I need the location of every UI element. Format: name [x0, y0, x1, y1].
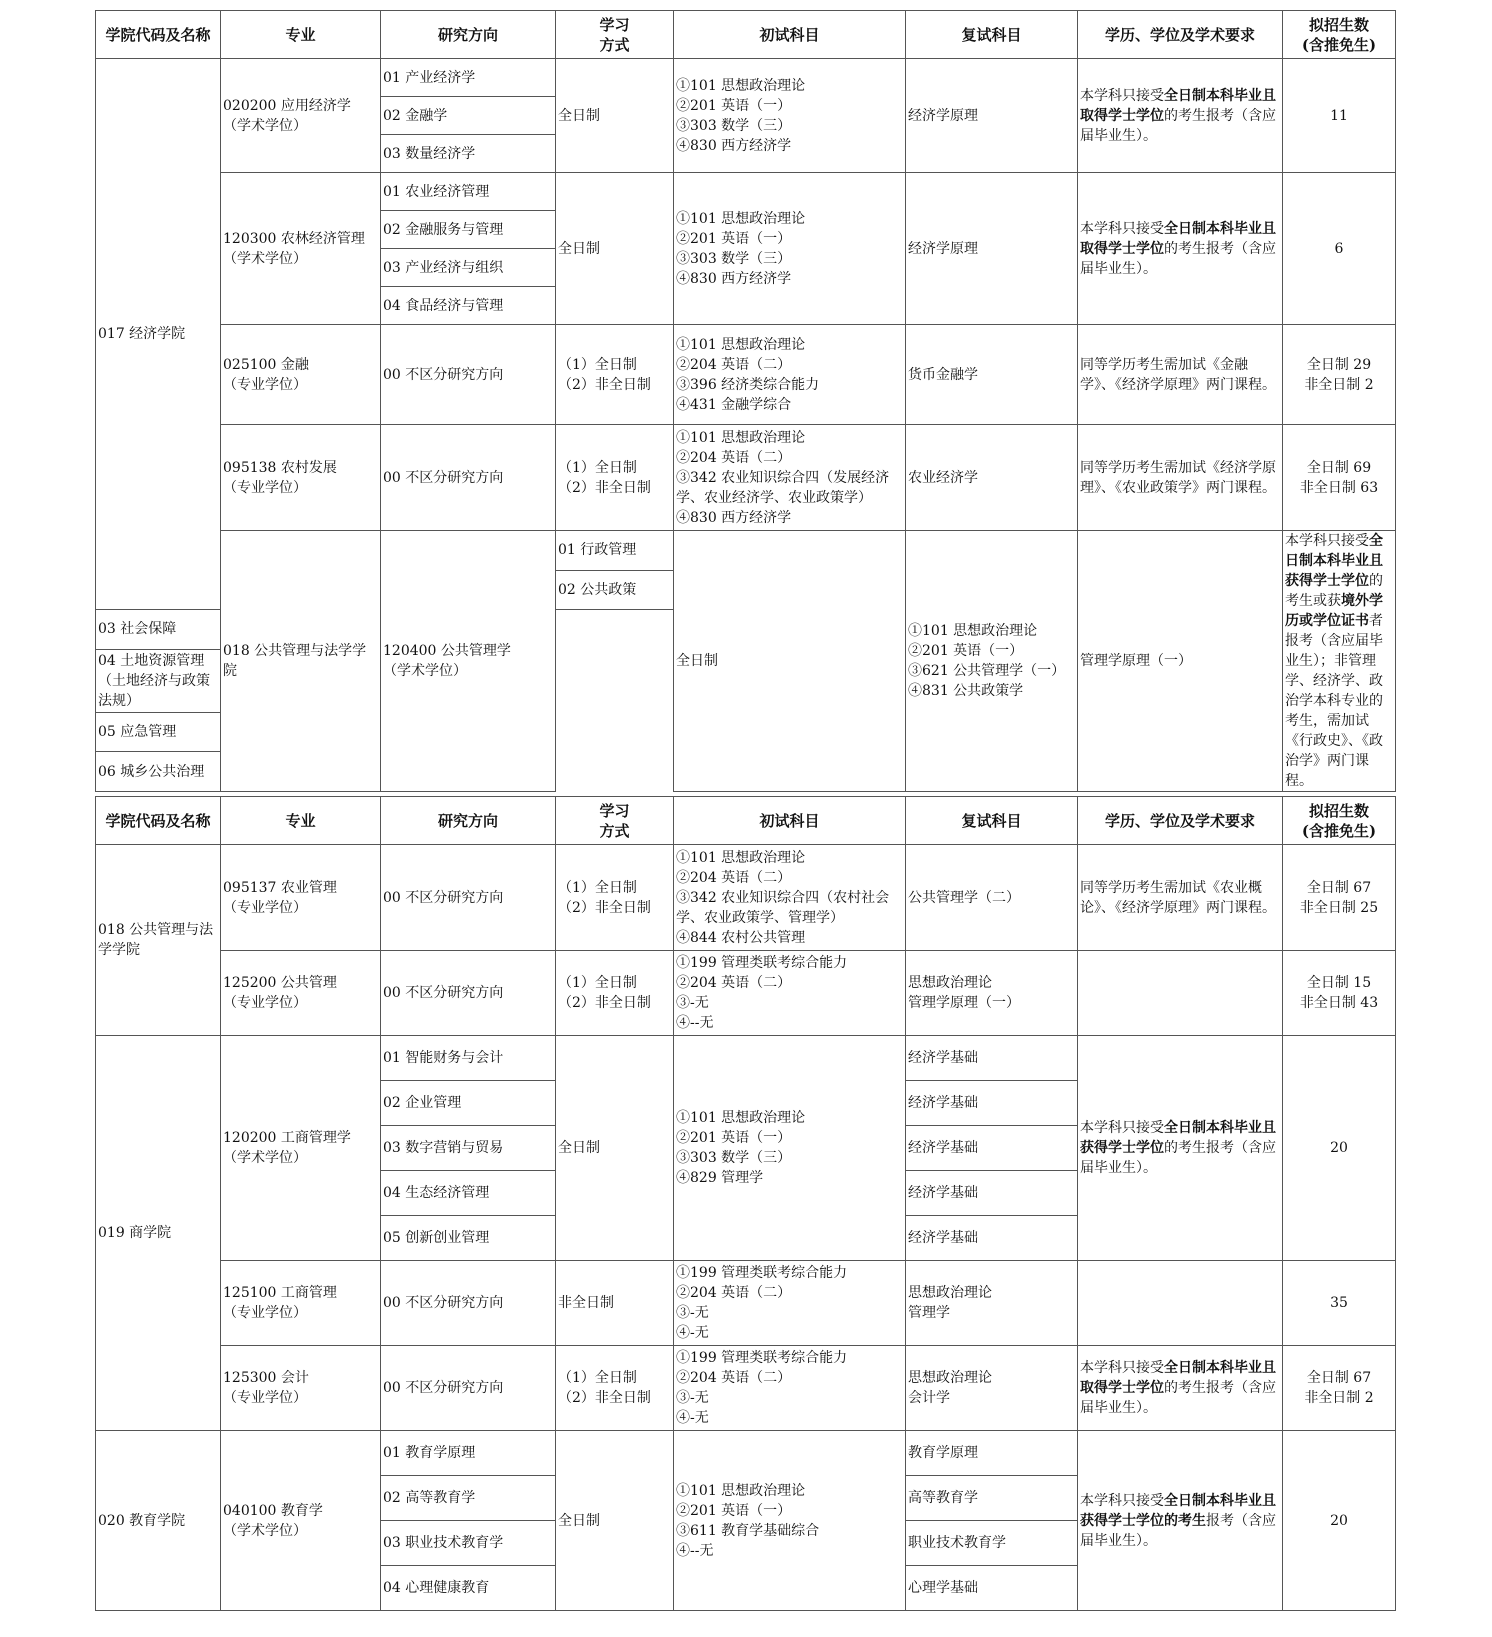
header-major: 专业: [221, 11, 381, 59]
exam1-cell: ①199 管理类联考综合能力 ②204 英语（二） ③-无 ④-无: [674, 1346, 906, 1431]
college-019: 019 商学院: [96, 1036, 221, 1431]
quota-cell: 35: [1283, 1261, 1396, 1346]
college-018: 018 公共管理与法学学院: [96, 845, 221, 1036]
req-text: 本学科只接受: [1080, 87, 1164, 104]
direction-cell: 02 金融学: [381, 97, 556, 135]
quota-cell: 全日制 67 非全日制 25: [1283, 845, 1396, 951]
direction-cell: 02 公共政策: [556, 570, 674, 610]
direction-cell: 03 产业经济与组织: [381, 249, 556, 287]
direction-cell: 04 土地资源管理（土地经济与政策法规）: [96, 649, 221, 712]
exam2-cell: 经济学原理: [906, 59, 1078, 173]
quota-cell: 全日制 67 非全日制 2: [1283, 1346, 1396, 1431]
requirement-cell: 同等学历考生需加试《金融学》、《经济学原理》两门课程。: [1078, 325, 1283, 425]
quota-cell: 20: [1283, 1036, 1396, 1261]
direction-cell: 00 不区分研究方向: [381, 325, 556, 425]
req-bold: 全日制本科毕业且获得学士学位的考生: [1080, 1492, 1276, 1529]
header-mode: 学习 方式: [556, 797, 674, 845]
direction-cell: 03 职业技术教育学: [381, 1521, 556, 1566]
requirement-cell: [1078, 1261, 1283, 1346]
requirement-cell: [1078, 1346, 1283, 1431]
major-cell: 125300 会计 （专业学位）: [221, 1346, 381, 1431]
req-text: 者报考（含应届毕业生）；非管理学、经济学、政治学本科专业的考生，需加试《行政史》、《政治学》两门课程。: [1285, 613, 1383, 789]
exam1-cell: ①101 思想政治理论 ②201 英语（一） ③303 数学（三） ④830 西方经济学: [674, 173, 906, 325]
major-cell: 120200 工商管理学 （学术学位）: [221, 1036, 381, 1261]
exam2-cell: 经济学原理: [906, 173, 1078, 325]
requirement-cell: [1078, 1431, 1283, 1611]
quota-cell: 全日制 15 非全日制 43: [1283, 951, 1396, 1036]
direction-cell: 01 产业经济学: [381, 59, 556, 97]
exam2-cell: 职业技术教育学: [906, 1521, 1078, 1566]
direction-cell: 00 不区分研究方向: [381, 1346, 556, 1431]
mode-cell: （1）全日制 （2）非全日制: [556, 1346, 674, 1431]
table-row: [96, 1261, 1396, 1346]
quota-cell: 11: [1283, 59, 1396, 173]
college-018: 018 公共管理与法学学院: [221, 531, 381, 792]
exam1-cell: ①199 管理类联考综合能力 ②204 英语（二） ③-无 ④--无: [674, 951, 906, 1036]
direction-cell: 01 行政管理: [556, 531, 674, 571]
mode-cell: 全日制: [556, 59, 674, 173]
direction-cell: 00 不区分研究方向: [381, 1261, 556, 1346]
req-bold: 全日制本科毕业且获得学士学位: [1080, 1120, 1276, 1156]
req-text: 本学科只接受: [1080, 1492, 1164, 1509]
exam2-cell: 经济学基础: [906, 1036, 1078, 1081]
quota-cell: 6: [1283, 173, 1396, 325]
direction-cell: 00 不区分研究方向: [381, 951, 556, 1036]
exam1-cell: ①101 思想政治理论 ②201 英语（一） ③621 公共管理学（一） ④831 公共政策学: [906, 531, 1078, 792]
requirement-cell: [1078, 173, 1283, 325]
table-row: [96, 325, 1396, 425]
req-text: 的考生报考（含应届毕业生）。: [1080, 1380, 1276, 1416]
table-row: [96, 59, 1396, 97]
mode-cell: 全日制: [674, 531, 906, 792]
exam2-cell: 经济学基础: [906, 1126, 1078, 1171]
direction-cell: 02 高等教育学: [381, 1476, 556, 1521]
direction-cell: 02 金融服务与管理: [381, 211, 556, 249]
direction-cell: 05 创新创业管理: [381, 1216, 556, 1261]
header-college: 学院代码及名称: [96, 797, 221, 845]
table-row: [96, 1346, 1396, 1431]
major-cell: 020200 应用经济学 （学术学位）: [221, 59, 381, 173]
major-cell: 120400 公共管理学 （学术学位）: [381, 531, 556, 792]
major-cell: 040100 教育学 （学术学位）: [221, 1431, 381, 1611]
admission-table-1: [95, 10, 1396, 792]
exam1-cell: ①101 思想政治理论 ②204 英语（二） ③342 农业知识综合四（发展经济学、农业经济学、农业政策学） ④830 西方经济学: [674, 425, 906, 531]
quota-cell: 20: [1283, 1431, 1396, 1611]
header-requirements: 学历、学位及学术要求: [1078, 11, 1283, 59]
table-row: [96, 1431, 1396, 1476]
header-exam1: 初试科目: [674, 11, 906, 59]
exam2-cell: 思想政治理论 管理学原理（一）: [906, 951, 1078, 1036]
table-row: [96, 951, 1396, 1036]
requirement-cell: [1078, 951, 1283, 1036]
requirement-cell: [1078, 59, 1283, 173]
direction-cell: 00 不区分研究方向: [381, 425, 556, 531]
mode-cell: （1）全日制 （2）非全日制: [556, 325, 674, 425]
exam2-cell: 心理学基础: [906, 1566, 1078, 1611]
req-text: 本学科只接受: [1080, 220, 1164, 237]
header-requirements: 学历、学位及学术要求: [1078, 797, 1283, 845]
direction-cell: 03 数字营销与贸易: [381, 1126, 556, 1171]
direction-cell: 06 城乡公共治理: [96, 752, 221, 792]
college-017: 017 经济学院: [96, 59, 221, 610]
req-text: 本学科只接受: [1080, 1360, 1164, 1376]
header-row: [96, 11, 1396, 59]
exam2-cell: 农业经济学: [906, 425, 1078, 531]
requirement-cell: 同等学历考生需加试《农业概论》、《经济学原理》两门课程。: [1078, 845, 1283, 951]
req-bold: 全日制本科毕业且取得学士学位: [1080, 1360, 1276, 1396]
exam2-cell: 管理学原理（一）: [1078, 531, 1283, 792]
exam2-cell: 思想政治理论 会计学: [906, 1346, 1078, 1431]
direction-cell: 02 企业管理: [381, 1081, 556, 1126]
major-cell: 095137 农业管理 （专业学位）: [221, 845, 381, 951]
header-quota: 拟招生数 (含推免生): [1283, 797, 1396, 845]
table-row: [96, 173, 1396, 211]
mode-cell: （1）全日制 （2）非全日制: [556, 425, 674, 531]
req-text: 的考生或获: [1285, 573, 1383, 609]
exam1-cell: ①101 思想政治理论 ②201 英语（一） ③303 数学（三） ④830 西方经济学: [674, 59, 906, 173]
req-text: 报考（含应届毕业生）。: [1080, 1512, 1276, 1549]
direction-cell: 05 应急管理: [96, 712, 221, 752]
requirement-cell: [1283, 531, 1396, 792]
exam1-cell: ①101 思想政治理论 ②201 英语（一） ③303 数学（三） ④829 管理学: [674, 1036, 906, 1261]
exam2-cell: 经济学基础: [906, 1216, 1078, 1261]
req-bold: 全日制本科毕业且取得学士学位: [1080, 87, 1276, 124]
header-exam2: 复试科目: [906, 11, 1078, 59]
exam1-cell: ①101 思想政治理论 ②201 英语（一） ③611 教育学基础综合 ④--无: [674, 1431, 906, 1611]
major-cell: 095138 农村发展 （专业学位）: [221, 425, 381, 531]
exam2-cell: 公共管理学（二）: [906, 845, 1078, 951]
requirement-cell: [1078, 1036, 1283, 1261]
major-cell: 125200 公共管理 （专业学位）: [221, 951, 381, 1036]
exam2-cell: 货币金融学: [906, 325, 1078, 425]
req-bold: 全日制本科毕业且取得学士学位: [1080, 220, 1276, 257]
req-text: 的考生报考（含应届毕业生）。: [1080, 1140, 1276, 1176]
table-row: [96, 531, 1396, 571]
table-row: [96, 845, 1396, 951]
exam1-cell: ①199 管理类联考综合能力 ②204 英语（二） ③-无 ④-无: [674, 1261, 906, 1346]
req-text: 本学科只接受: [1285, 533, 1369, 549]
exam2-cell: 思想政治理论 管理学: [906, 1261, 1078, 1346]
direction-cell: 01 农业经济管理: [381, 173, 556, 211]
req-text: 本学科只接受: [1080, 1120, 1164, 1136]
direction-cell: 04 心理健康教育: [381, 1566, 556, 1611]
mode-cell: 全日制: [556, 1036, 674, 1261]
header-college: 学院代码及名称: [96, 11, 221, 59]
exam2-cell: 高等教育学: [906, 1476, 1078, 1521]
exam1-cell: ①101 思想政治理论 ②204 英语（二） ③342 农业知识综合四（农村社会学、农业政策学、管理学） ④844 农村公共管理: [674, 845, 906, 951]
mode-cell: 全日制: [556, 173, 674, 325]
quota-cell: 全日制 69 非全日制 63: [1283, 425, 1396, 531]
major-cell: 125100 工商管理 （专业学位）: [221, 1261, 381, 1346]
direction-cell: 00 不区分研究方向: [381, 845, 556, 951]
header-exam2: 复试科目: [906, 797, 1078, 845]
header-exam1: 初试科目: [674, 797, 906, 845]
college-020: 020 教育学院: [96, 1431, 221, 1611]
direction-cell: 01 智能财务与会计: [381, 1036, 556, 1081]
major-cell: 120300 农林经济管理 （学术学位）: [221, 173, 381, 325]
exam2-cell: 经济学基础: [906, 1171, 1078, 1216]
table-row: [96, 1036, 1396, 1081]
direction-cell: 04 食品经济与管理: [381, 287, 556, 325]
direction-cell: 04 生态经济管理: [381, 1171, 556, 1216]
header-row: [96, 797, 1396, 845]
requirement-cell: 同等学历考生需加试《经济学原理》、《农业政策学》两门课程。: [1078, 425, 1283, 531]
req-bold: 境外学历或学位证书: [1285, 593, 1383, 629]
header-quota: 拟招生数 (含推免生): [1283, 11, 1396, 59]
mode-cell: （1）全日制 （2）非全日制: [556, 845, 674, 951]
major-cell: 025100 金融 （专业学位）: [221, 325, 381, 425]
exam2-cell: 教育学原理: [906, 1431, 1078, 1476]
req-text: 的考生报考（含应届毕业生）。: [1080, 240, 1276, 277]
req-bold: 全日制本科毕业且获得学士学位: [1285, 533, 1383, 589]
exam2-cell: 经济学基础: [906, 1081, 1078, 1126]
header-direction: 研究方向: [381, 797, 556, 845]
quota-cell: 全日制 29 非全日制 2: [1283, 325, 1396, 425]
mode-cell: （1）全日制 （2）非全日制: [556, 951, 674, 1036]
exam1-cell: ①101 思想政治理论 ②204 英语（二） ③396 经济类综合能力 ④431 金融学综合: [674, 325, 906, 425]
mode-cell: 全日制: [556, 1431, 674, 1611]
req-text: 的考生报考（含应届毕业生）。: [1080, 107, 1276, 144]
direction-cell: 03 数量经济学: [381, 135, 556, 173]
table-row: [96, 425, 1396, 531]
header-mode: 学习 方式: [556, 11, 674, 59]
direction-cell: 03 社会保障: [96, 610, 221, 650]
header-direction: 研究方向: [381, 11, 556, 59]
header-major: 专业: [221, 797, 381, 845]
mode-cell: 非全日制: [556, 1261, 674, 1346]
direction-cell: 01 教育学原理: [381, 1431, 556, 1476]
admission-table-2: [95, 796, 1396, 1611]
